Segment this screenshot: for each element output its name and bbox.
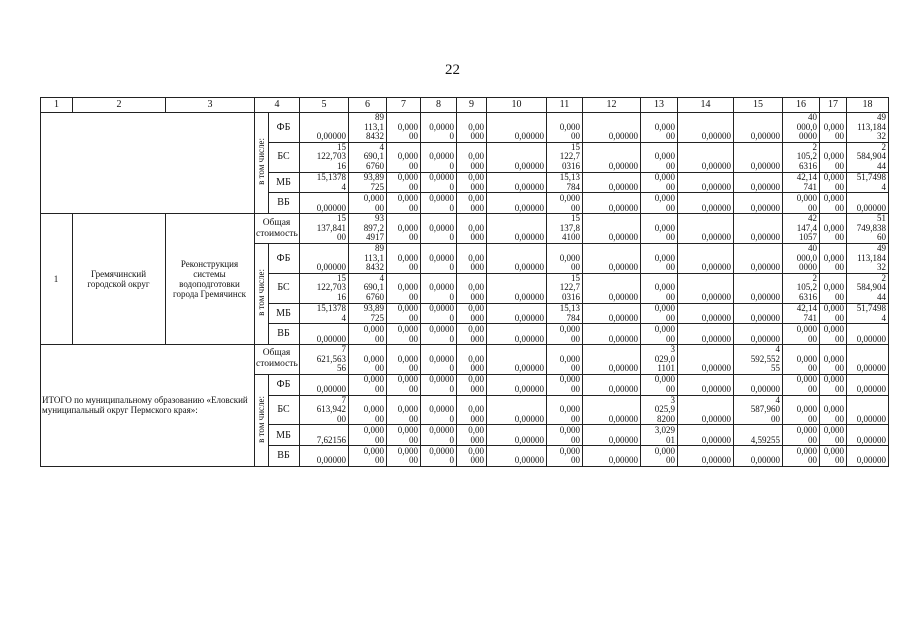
value-cell: 0,000 00 <box>349 324 387 345</box>
budget-source-label: БС <box>269 142 300 172</box>
value-cell: 0,000 00 <box>547 345 583 375</box>
value-cell: 0,000 00 <box>783 446 820 467</box>
value-cell: 0,0000 0 <box>421 172 457 193</box>
value-cell: 0,000 00 <box>820 345 847 375</box>
value-cell: 15,1378 4 <box>300 303 349 324</box>
value-cell: 0,000 00 <box>349 446 387 467</box>
value-cell: 0,00000 <box>487 446 547 467</box>
value-cell: 0,00000 <box>487 374 547 395</box>
value-cell: 0,000 00 <box>349 395 387 425</box>
value-cell: 0,00000 <box>734 374 783 395</box>
value-cell: 0,0000 0 <box>421 446 457 467</box>
value-cell: 0,0000 0 <box>421 303 457 324</box>
value-cell: 0,00000 <box>583 172 641 193</box>
value-cell: 0,00000 <box>583 395 641 425</box>
value-cell: 0,00000 <box>678 425 734 446</box>
value-cell: 0,000 00 <box>547 374 583 395</box>
value-cell: 0,000 00 <box>387 243 421 273</box>
value-cell: 49 113,184 32 <box>847 243 889 273</box>
value-cell: 89 113,1 8432 <box>349 113 387 143</box>
value-cell: 0,00000 <box>583 425 641 446</box>
value-cell: 0,0000 0 <box>421 273 457 303</box>
budget-table <box>40 97 889 467</box>
value-cell: 0,000 00 <box>820 425 847 446</box>
value-cell: 0,00 000 <box>457 273 487 303</box>
header-cell: 12 <box>583 98 641 113</box>
value-cell: 0,0000 0 <box>421 214 457 244</box>
value-cell: 15,1378 4 <box>300 172 349 193</box>
value-cell: 42 147,4 1057 <box>783 214 820 244</box>
value-cell: 0,000 00 <box>783 345 820 375</box>
value-cell: 0,00000 <box>734 172 783 193</box>
value-cell: 15 137,841 00 <box>300 214 349 244</box>
value-cell: 0,00000 <box>734 193 783 214</box>
value-cell: 4,59255 <box>734 425 783 446</box>
value-cell: 0,0000 0 <box>421 193 457 214</box>
value-cell: 0,000 00 <box>387 425 421 446</box>
value-cell: 0,000 00 <box>641 243 678 273</box>
value-cell: 4 587,960 00 <box>734 395 783 425</box>
value-cell: 4 690,1 6760 <box>349 142 387 172</box>
value-cell: 2 584,904 44 <box>847 273 889 303</box>
budget-source-label: МБ <box>269 425 300 446</box>
continuation-blank-cell <box>41 113 255 214</box>
value-cell: 0,00 000 <box>457 324 487 345</box>
value-cell: 0,00 000 <box>457 303 487 324</box>
budget-source-label: МБ <box>269 172 300 193</box>
value-cell: 0,000 00 <box>820 172 847 193</box>
header-cell: 9 <box>457 98 487 113</box>
header-cell: 2 <box>73 98 166 113</box>
value-cell: 0,0000 0 <box>421 142 457 172</box>
value-cell: 0,000 00 <box>641 193 678 214</box>
value-cell: 7,62156 <box>300 425 349 446</box>
in-total-label: в том числе: <box>255 138 266 186</box>
value-cell: 0,00 000 <box>457 395 487 425</box>
value-cell: 0,000 00 <box>641 214 678 244</box>
value-cell: 0,00000 <box>678 214 734 244</box>
header-cell: 13 <box>641 98 678 113</box>
value-cell: 0,000 00 <box>641 273 678 303</box>
value-cell: 0,00 000 <box>457 193 487 214</box>
value-cell: 0,000 00 <box>820 273 847 303</box>
value-cell: 0,00000 <box>583 303 641 324</box>
value-cell: 0,0000 0 <box>421 324 457 345</box>
header-cell: 10 <box>487 98 547 113</box>
value-cell: 0,00000 <box>734 303 783 324</box>
value-cell: 0,000 00 <box>820 303 847 324</box>
value-cell: 0,000 00 <box>387 193 421 214</box>
value-cell: 4 592,552 55 <box>734 345 783 375</box>
value-cell: 0,000 00 <box>783 324 820 345</box>
value-cell: 0,00000 <box>734 113 783 143</box>
value-cell: 0,00000 <box>487 243 547 273</box>
value-cell: 0,000 00 <box>641 113 678 143</box>
value-cell: 0,0000 0 <box>421 374 457 395</box>
value-cell: 0,00000 <box>487 193 547 214</box>
value-cell: 0,00 000 <box>457 142 487 172</box>
value-cell: 0,000 00 <box>387 374 421 395</box>
value-cell: 15,13 784 <box>547 303 583 324</box>
header-cell: 18 <box>847 98 889 113</box>
value-cell: 0,00000 <box>583 193 641 214</box>
header-cell: 4 <box>255 98 300 113</box>
value-cell: 0,00000 <box>847 425 889 446</box>
value-cell: 0,000 00 <box>387 142 421 172</box>
value-cell: 0,000 00 <box>547 446 583 467</box>
value-cell: 0,00 000 <box>457 243 487 273</box>
in-total-vertical-label <box>255 113 269 214</box>
value-cell: 0,000 00 <box>547 113 583 143</box>
value-cell: 0,00000 <box>300 374 349 395</box>
value-cell: 0,000 00 <box>641 303 678 324</box>
value-cell: 0,000 00 <box>547 193 583 214</box>
header-cell: 17 <box>820 98 847 113</box>
budget-source-label: ФБ <box>269 113 300 143</box>
value-cell: 0,00000 <box>678 395 734 425</box>
value-cell: 0,00000 <box>678 193 734 214</box>
value-cell: 0,00000 <box>734 324 783 345</box>
value-cell: 93 897,2 4917 <box>349 214 387 244</box>
value-cell: 0,000 00 <box>349 425 387 446</box>
header-row <box>41 98 889 113</box>
value-cell: 0,000 00 <box>547 324 583 345</box>
value-cell: 0,00 000 <box>457 345 487 375</box>
table-row <box>41 214 889 244</box>
value-cell: 0,000 00 <box>387 172 421 193</box>
value-cell: 3 025,9 8200 <box>641 395 678 425</box>
value-cell: 0,00000 <box>847 446 889 467</box>
value-cell: 40 000,0 0000 <box>783 243 820 273</box>
value-cell: 0,000 00 <box>387 395 421 425</box>
value-cell: 0,00000 <box>487 172 547 193</box>
header-cell: 7 <box>387 98 421 113</box>
value-cell: 49 113,184 32 <box>847 113 889 143</box>
value-cell: 0,000 00 <box>387 303 421 324</box>
value-cell: 0,000 00 <box>349 374 387 395</box>
value-cell: 0,00 000 <box>457 172 487 193</box>
value-cell: 15 122,7 0316 <box>547 273 583 303</box>
total-cost-label: Общая стоимость <box>255 345 300 375</box>
value-cell: 0,00000 <box>583 374 641 395</box>
value-cell: 0,00000 <box>678 113 734 143</box>
value-cell: 15,13 784 <box>547 172 583 193</box>
value-cell: 0,00000 <box>678 345 734 375</box>
value-cell: 0,00000 <box>734 446 783 467</box>
value-cell: 0,00000 <box>300 113 349 143</box>
value-cell: 0,00000 <box>487 113 547 143</box>
value-cell: 0,00000 <box>487 324 547 345</box>
value-cell: 0,000 00 <box>783 425 820 446</box>
header-cell: 14 <box>678 98 734 113</box>
value-cell: 0,00000 <box>847 345 889 375</box>
value-cell: 15 122,7 0316 <box>547 142 583 172</box>
budget-source-label: ВБ <box>269 193 300 214</box>
budget-source-label: ВБ <box>269 324 300 345</box>
value-cell: 0,00000 <box>487 273 547 303</box>
value-cell: 0,00000 <box>678 303 734 324</box>
value-cell: 0,000 00 <box>820 214 847 244</box>
value-cell: 40 000,0 0000 <box>783 113 820 143</box>
value-cell: 0,00000 <box>300 324 349 345</box>
value-cell: 93,89 725 <box>349 303 387 324</box>
budget-source-label: БС <box>269 273 300 303</box>
value-cell: 0,000 00 <box>547 395 583 425</box>
value-cell: 89 113,1 8432 <box>349 243 387 273</box>
summary-title: ИТОГО по муниципальному образованию «Еловский муниципальный округ Пермского края»: <box>41 345 255 467</box>
value-cell: 0,00000 <box>300 193 349 214</box>
value-cell: 0,00000 <box>678 243 734 273</box>
value-cell: 42,14 741 <box>783 303 820 324</box>
value-cell: 0,00000 <box>487 425 547 446</box>
value-cell: 51 749,838 60 <box>847 214 889 244</box>
value-cell: 0,00000 <box>487 214 547 244</box>
value-cell: 3 029,0 1101 <box>641 345 678 375</box>
value-cell: 0,00000 <box>583 214 641 244</box>
value-cell: 0,00000 <box>487 303 547 324</box>
value-cell: 0,000 00 <box>387 446 421 467</box>
value-cell: 0,0000 0 <box>421 395 457 425</box>
value-cell: 0,00000 <box>300 243 349 273</box>
value-cell: 0,000 00 <box>387 214 421 244</box>
value-cell: 3,029 01 <box>641 425 678 446</box>
header-cell: 6 <box>349 98 387 113</box>
header-cell: 5 <box>300 98 349 113</box>
value-cell: 0,00000 <box>487 345 547 375</box>
value-cell: 0,000 00 <box>783 395 820 425</box>
value-cell: 0,00000 <box>734 142 783 172</box>
value-cell: 0,000 00 <box>641 324 678 345</box>
value-cell: 2 105,2 6316 <box>783 273 820 303</box>
value-cell: 0,000 00 <box>820 374 847 395</box>
budget-source-label: БС <box>269 395 300 425</box>
value-cell: 0,000 00 <box>820 193 847 214</box>
value-cell: 15 137,8 4100 <box>547 214 583 244</box>
value-cell: 0,00 000 <box>457 446 487 467</box>
header-cell: 8 <box>421 98 457 113</box>
value-cell: 0,00 000 <box>457 113 487 143</box>
value-cell: 0,00000 <box>583 243 641 273</box>
value-cell: 0,00000 <box>583 345 641 375</box>
value-cell: 0,000 00 <box>547 243 583 273</box>
value-cell: 0,000 00 <box>387 113 421 143</box>
table-row <box>41 345 889 375</box>
value-cell: 0,000 00 <box>641 172 678 193</box>
value-cell: 0,00000 <box>678 273 734 303</box>
value-cell: 0,000 00 <box>820 446 847 467</box>
row-number: 1 <box>41 214 73 345</box>
value-cell: 0,000 00 <box>820 243 847 273</box>
value-cell: 0,00000 <box>300 446 349 467</box>
value-cell: 0,00000 <box>678 142 734 172</box>
value-cell: 0,000 00 <box>820 324 847 345</box>
value-cell: 0,000 00 <box>349 193 387 214</box>
value-cell: 0,00000 <box>734 214 783 244</box>
value-cell: 0,000 00 <box>820 113 847 143</box>
value-cell: 0,000 00 <box>783 193 820 214</box>
budget-source-label: МБ <box>269 303 300 324</box>
value-cell: 0,00000 <box>678 172 734 193</box>
value-cell: 2 584,904 44 <box>847 142 889 172</box>
value-cell: 0,000 00 <box>387 324 421 345</box>
header-cell: 15 <box>734 98 783 113</box>
value-cell: 15 122,703 16 <box>300 273 349 303</box>
value-cell: 7 613,942 00 <box>300 395 349 425</box>
value-cell: 93,89 725 <box>349 172 387 193</box>
value-cell: 15 122,703 16 <box>300 142 349 172</box>
value-cell: 0,00000 <box>583 113 641 143</box>
value-cell: 0,00000 <box>678 324 734 345</box>
value-cell: 0,0000 0 <box>421 243 457 273</box>
value-cell: 0,00000 <box>583 142 641 172</box>
table-row <box>41 113 889 143</box>
budget-source-label: ФБ <box>269 374 300 395</box>
object-name: Реконструкция системы водоподготовки города Гремячинск <box>166 214 255 345</box>
value-cell: 0,00000 <box>847 374 889 395</box>
value-cell: 0,000 00 <box>820 142 847 172</box>
value-cell: 7 621,563 56 <box>300 345 349 375</box>
value-cell: 51,7498 4 <box>847 172 889 193</box>
value-cell: 0,00 000 <box>457 425 487 446</box>
header-cell: 1 <box>41 98 73 113</box>
value-cell: 0,000 00 <box>349 345 387 375</box>
value-cell: 51,7498 4 <box>847 303 889 324</box>
value-cell: 0,00000 <box>583 324 641 345</box>
in-total-vertical-label <box>255 243 269 344</box>
value-cell: 0,000 00 <box>641 142 678 172</box>
value-cell: 0,00000 <box>734 273 783 303</box>
value-cell: 4 690,1 6760 <box>349 273 387 303</box>
in-total-label: в том числе: <box>255 395 266 443</box>
value-cell: 0,00000 <box>734 243 783 273</box>
value-cell: 0,00000 <box>583 273 641 303</box>
value-cell: 0,00000 <box>583 446 641 467</box>
in-total-label: в том числе: <box>255 269 266 317</box>
value-cell: 0,00000 <box>487 142 547 172</box>
header-cell: 11 <box>547 98 583 113</box>
header-cell: 3 <box>166 98 255 113</box>
value-cell: 0,000 00 <box>547 425 583 446</box>
budget-source-label: ВБ <box>269 446 300 467</box>
value-cell: 0,0000 0 <box>421 113 457 143</box>
value-cell: 0,000 00 <box>783 374 820 395</box>
value-cell: 0,00 000 <box>457 214 487 244</box>
value-cell: 0,000 00 <box>641 446 678 467</box>
value-cell: 0,00000 <box>847 395 889 425</box>
value-cell: 0,000 00 <box>641 374 678 395</box>
value-cell: 0,0000 0 <box>421 425 457 446</box>
budget-source-label: ФБ <box>269 243 300 273</box>
value-cell: 42,14 741 <box>783 172 820 193</box>
value-cell: 0,00 000 <box>457 374 487 395</box>
value-cell: 0,00000 <box>487 395 547 425</box>
value-cell: 2 105,2 6316 <box>783 142 820 172</box>
in-total-vertical-label <box>255 374 269 466</box>
value-cell: 0,0000 0 <box>421 345 457 375</box>
total-cost-label: Общая стоимость <box>255 214 300 244</box>
value-cell: 0,00000 <box>847 324 889 345</box>
header-cell: 16 <box>783 98 820 113</box>
district-name: Гремячинский городской округ <box>73 214 166 345</box>
value-cell: 0,000 00 <box>387 345 421 375</box>
value-cell: 0,00000 <box>678 374 734 395</box>
value-cell: 0,00000 <box>847 193 889 214</box>
value-cell: 0,000 00 <box>820 395 847 425</box>
page-number: 22 <box>445 62 460 78</box>
value-cell: 0,000 00 <box>387 273 421 303</box>
value-cell: 0,00000 <box>678 446 734 467</box>
